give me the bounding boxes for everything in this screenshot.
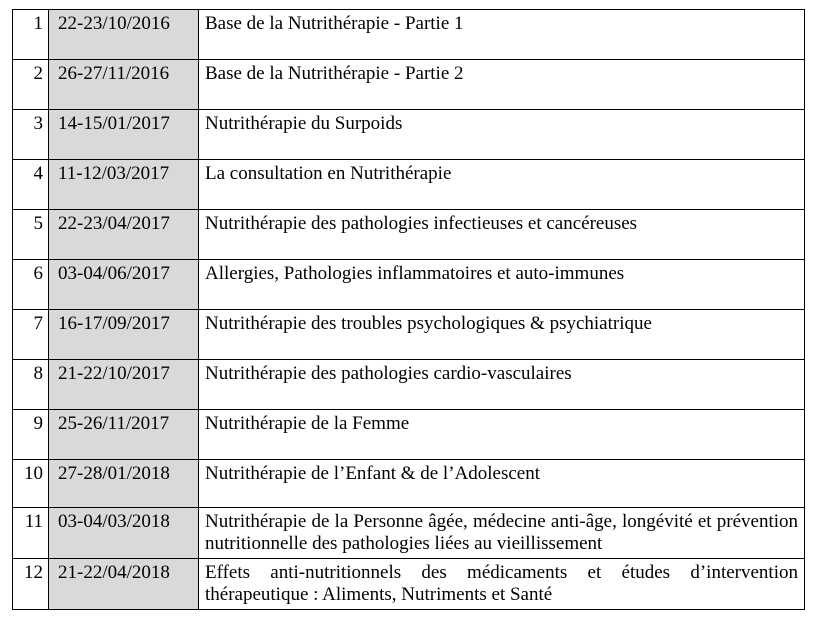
session-schedule-table	[12, 9, 805, 610]
session-title: Nutrithérapie du Surpoids	[199, 110, 805, 160]
table-row	[13, 210, 805, 260]
session-date: 11-12/03/2017	[49, 160, 199, 210]
session-title: Allergies, Pathologies inflammatoires et auto-immunes	[199, 260, 805, 310]
table-row	[13, 310, 805, 360]
table-row	[13, 559, 805, 610]
session-number: 12	[13, 559, 49, 610]
table-row	[13, 110, 805, 160]
session-date: 21-22/10/2017	[49, 360, 199, 410]
session-number: 4	[13, 160, 49, 210]
session-number: 8	[13, 360, 49, 410]
table-row	[13, 508, 805, 559]
session-date: 22-23/10/2016	[49, 10, 199, 60]
session-date: 21-22/04/2018	[49, 559, 199, 610]
session-title: Nutrithérapie des pathologies cardio-vasculaires	[199, 360, 805, 410]
table-row	[13, 260, 805, 310]
session-date: 25-26/11/2017	[49, 410, 199, 460]
table-row	[13, 410, 805, 460]
session-title: La consultation en Nutrithérapie	[199, 160, 805, 210]
session-date: 03-04/03/2018	[49, 508, 199, 559]
session-date: 27-28/01/2018	[49, 460, 199, 508]
session-number: 10	[13, 460, 49, 508]
session-title: Nutrithérapie des pathologies infectieuses et cancéreuses	[199, 210, 805, 260]
table-row	[13, 60, 805, 110]
session-title: Nutrithérapie de la Personne âgée, médecine anti-âge, longévité et prévention nutritionnelle des pathologies liées au vieillissement	[199, 508, 805, 559]
session-date: 22-23/04/2017	[49, 210, 199, 260]
session-date: 14-15/01/2017	[49, 110, 199, 160]
session-title: Base de la Nutrithérapie - Partie 2	[199, 60, 805, 110]
session-title: Base de la Nutrithérapie - Partie 1	[199, 10, 805, 60]
table-row	[13, 160, 805, 210]
table-row	[13, 460, 805, 508]
session-title: Nutrithérapie de la Femme	[199, 410, 805, 460]
session-number: 1	[13, 10, 49, 60]
table-row	[13, 10, 805, 60]
session-number: 6	[13, 260, 49, 310]
session-number: 3	[13, 110, 49, 160]
session-title: Nutrithérapie des troubles psychologiques & psychiatrique	[199, 310, 805, 360]
session-number: 9	[13, 410, 49, 460]
session-title: Effets anti-nutritionnels des médicaments et études d’intervention thérapeutique : Aliments, Nutriments et Santé	[199, 559, 805, 610]
session-number: 11	[13, 508, 49, 559]
session-number: 5	[13, 210, 49, 260]
session-number: 2	[13, 60, 49, 110]
session-title: Nutrithérapie de l’Enfant & de l’Adolescent	[199, 460, 805, 508]
table-row	[13, 360, 805, 410]
session-date: 26-27/11/2016	[49, 60, 199, 110]
session-number: 7	[13, 310, 49, 360]
session-date: 03-04/06/2017	[49, 260, 199, 310]
session-date: 16-17/09/2017	[49, 310, 199, 360]
